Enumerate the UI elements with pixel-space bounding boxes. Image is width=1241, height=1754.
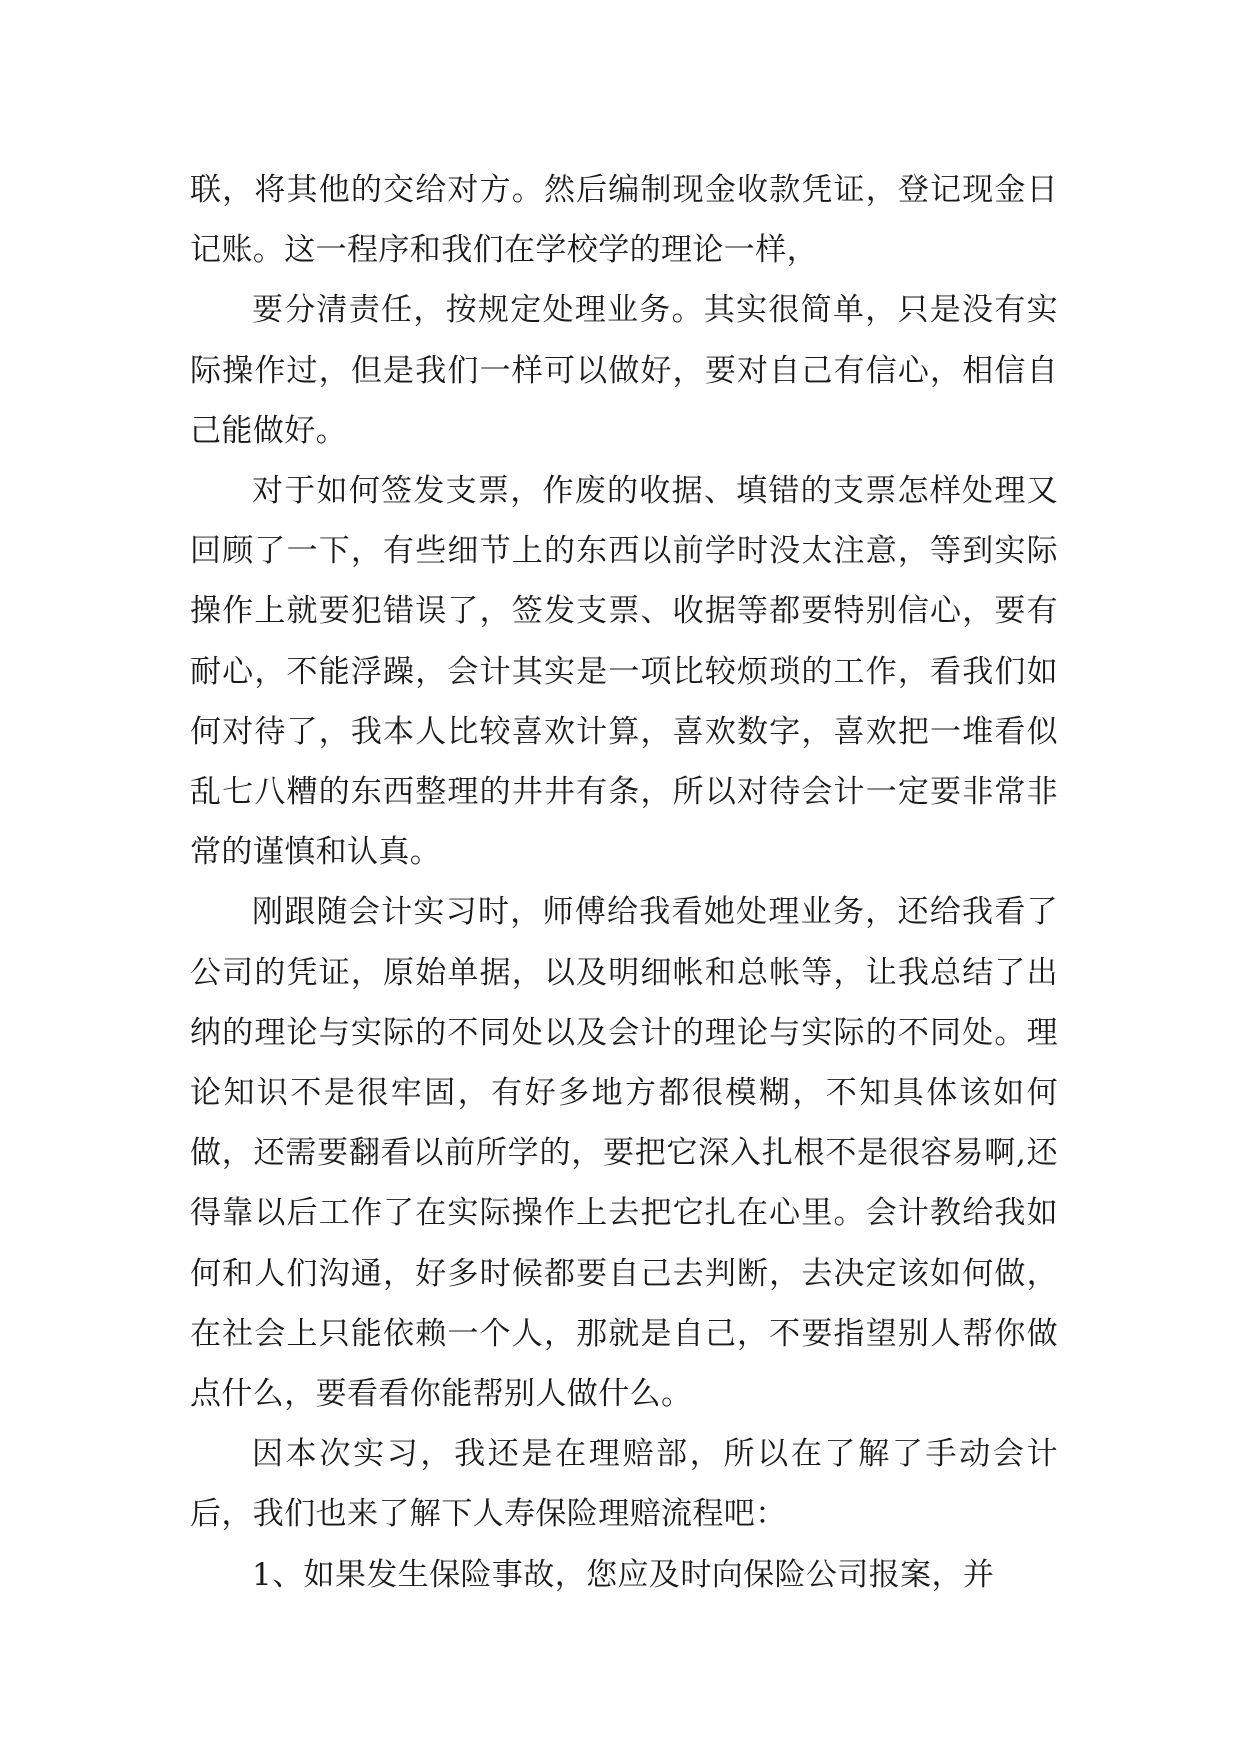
paragraph-3: 对于如何签发支票，作废的收据、填错的支票怎样处理又回顾了一下，有些细节上的东西以前学时没太注意，等到实际操作上就要犯错误了，签发支票、收据等都要特别信心，要有耐心，不能浮躁，会计其实是一项比较烦琐的工作，看我们如何对待了，我本人比较喜欢计算，喜欢数字，喜欢把一堆看似乱七八糟的东西整理的井井有条，所以对待会计一定要非常非常的谨慎和认真。 [190, 473, 1058, 871]
paragraph-2: 要分清责任，按规定处理业务。其实很简单，只是没有实际操作过，但是我们一样可以做好，要对自己有信心，相信自己能做好。 [190, 292, 1058, 449]
document-body [190, 160, 1058, 1605]
paragraph-4: 刚跟随会计实习时，师傅给我看她处理业务，还给我看了公司的凭证，原始单据，以及明细帐和总帐等，让我总结了出纳的理论与实际的不同处以及会计的理论与实际的不同处。理论知识不是很牢固，有好多地方都很模糊，不知具体该如何做，还需要翻看以前所学的，要把它深入扎根不是很容易啊,还得靠以后工作了在实际操作上去把它扎在心里。会计教给我如何和人们沟通，好多时候都要自己去判断，去决定该如何做，在社会上只能依赖一个人，那就是自己，不要指望别人帮你做点什么，要看看你能帮别人做什么。 [190, 894, 1058, 1413]
paragraph-6: 1、如果发生保险事故，您应及时向保险公司报案，并 [252, 1556, 995, 1593]
paragraph-5: 因本次实习，我还是在理赔部，所以在了解了手动会计后，我们也来了解下人寿保险理赔流程吧： [190, 1436, 1058, 1533]
paragraph-1: 联，将其他的交给对方。然后编制现金收款凭证，登记现金日记账。这一程序和我们在学校学的理论一样， [190, 172, 1058, 269]
